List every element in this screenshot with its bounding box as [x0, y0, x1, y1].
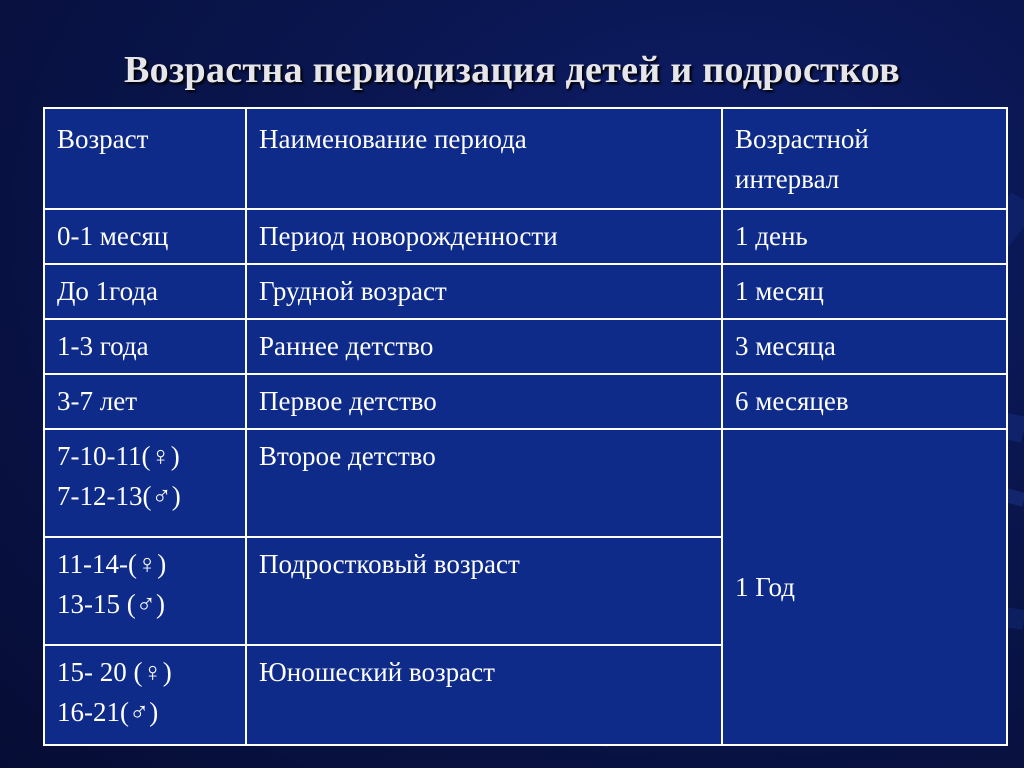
table-row — [44, 429, 1007, 537]
cell-interval: 1 месяц — [722, 264, 1007, 319]
cell-period: Период новорожденности — [246, 209, 722, 264]
table-row — [44, 264, 1007, 319]
age-male: 13-15 (♂) — [57, 589, 165, 619]
age-female: 15- 20 (♀) — [57, 657, 172, 687]
cell-interval: 3 месяца — [722, 319, 1007, 374]
header-age-interval — [722, 108, 1007, 209]
header-age-interval-text: Возрастной интервал — [735, 124, 869, 194]
table-row — [44, 209, 1007, 264]
table-row — [44, 374, 1007, 429]
age-female: 11-14-(♀) — [57, 549, 167, 579]
cell-interval: 1 день — [722, 209, 1007, 264]
cell-age: 3-7 лет — [44, 374, 246, 429]
table-header-row — [44, 108, 1007, 209]
cell-age: 0-1 месяц — [44, 209, 246, 264]
age-female: 7-10-11(♀) — [57, 441, 180, 471]
header-period-name: Наименование периода — [246, 108, 722, 209]
table-row — [44, 319, 1007, 374]
cell-period: Первое детство — [246, 374, 722, 429]
slide-title: Возрастна периодизация детей и подростков — [124, 49, 900, 91]
cell-interval: 6 месяцев — [722, 374, 1007, 429]
cell-period: Грудной возраст — [246, 264, 722, 319]
cell-period: Второе детство — [246, 429, 722, 537]
age-periodization-table — [43, 107, 1008, 746]
cell-age — [44, 429, 246, 537]
cell-age: 1-3 года — [44, 319, 246, 374]
cell-interval-merged: 1 Год — [722, 429, 1007, 745]
cell-period: Подростковый возраст — [246, 537, 722, 645]
age-male: 7-12-13(♂) — [57, 481, 181, 511]
cell-period: Юношеский возраст — [246, 645, 722, 745]
cell-period: Раннее детство — [246, 319, 722, 374]
cell-age — [44, 645, 246, 745]
cell-age — [44, 537, 246, 645]
cell-age: До 1года — [44, 264, 246, 319]
header-age: Возраст — [44, 108, 246, 209]
age-male: 16-21(♂) — [57, 697, 159, 727]
